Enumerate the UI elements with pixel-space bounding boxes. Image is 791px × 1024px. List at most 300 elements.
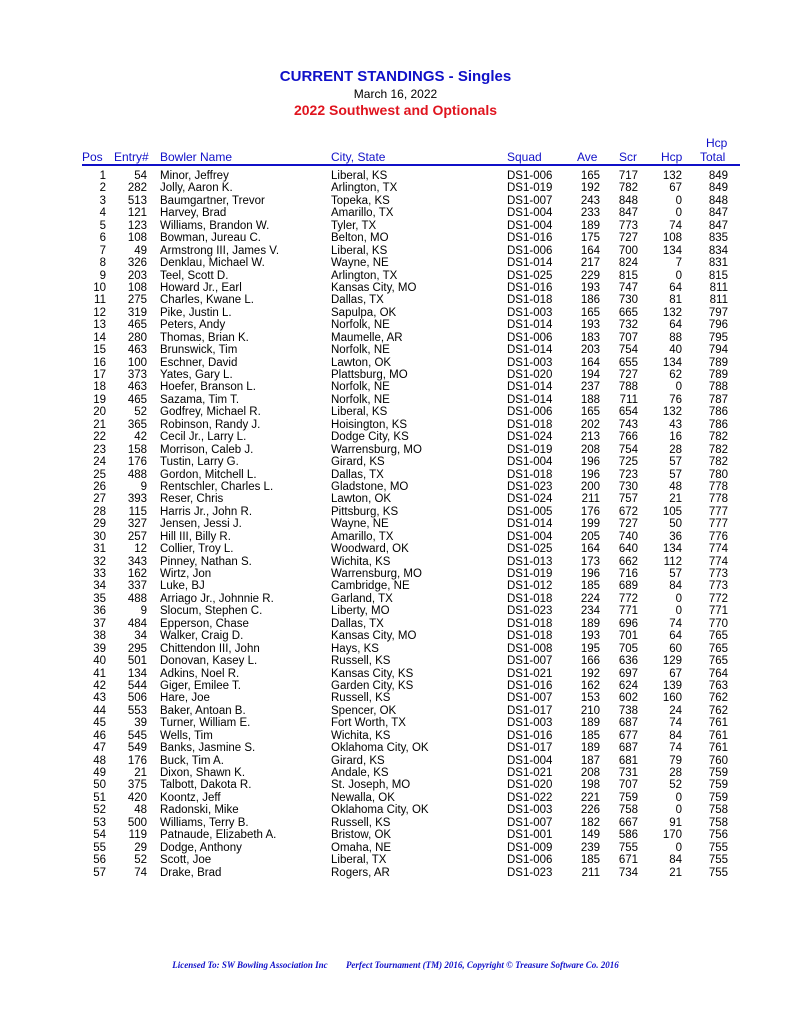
hcp-total-cell: 849 <box>708 182 728 195</box>
table-row <box>0 792 791 804</box>
squad-cell: DS1-016 <box>507 679 553 692</box>
hcp-cell: 132 <box>662 170 682 182</box>
table-row <box>0 531 791 543</box>
squad-cell: DS1-007 <box>507 692 553 705</box>
scr-cell: 771 <box>618 605 638 618</box>
bowler-name-cell: Eschner, David <box>160 356 238 369</box>
scr-cell: 677 <box>618 729 638 742</box>
table-row <box>0 319 791 331</box>
ave-cell: 213 <box>580 431 600 444</box>
scr-cell: 654 <box>618 406 638 419</box>
scr-cell: 747 <box>618 281 638 294</box>
entry-cell: 275 <box>127 294 147 307</box>
squad-cell: DS1-020 <box>507 779 553 792</box>
city-state-cell: Cambridge, NE <box>331 580 410 593</box>
scr-cell: 723 <box>618 468 638 481</box>
city-state-cell: Liberal, KS <box>331 244 388 257</box>
entry-cell: 337 <box>127 580 147 593</box>
table-row <box>0 655 791 667</box>
squad-cell: DS1-014 <box>507 381 553 394</box>
pos-cell: 23 <box>93 443 106 456</box>
city-state-cell: Wichita, KS <box>331 729 391 742</box>
hcp-total-cell: 759 <box>708 767 728 779</box>
ave-cell: 233 <box>580 207 600 220</box>
header-squad: Squad <box>507 150 542 164</box>
table-row <box>0 182 791 194</box>
city-state-cell: Liberal, KS <box>331 406 388 419</box>
table-row <box>0 605 791 617</box>
squad-cell: DS1-014 <box>507 393 553 406</box>
ave-cell: 193 <box>580 630 600 643</box>
bowler-name-cell: Giger, Emilee T. <box>160 679 241 692</box>
city-state-cell: Bristow, OK <box>331 829 392 842</box>
ave-cell: 237 <box>580 381 600 394</box>
hcp-total-cell: 847 <box>708 219 728 232</box>
scr-cell: 681 <box>618 754 638 767</box>
ave-cell: 195 <box>580 642 600 655</box>
pos-cell: 11 <box>94 294 106 307</box>
hcp-cell: 129 <box>662 655 682 668</box>
pos-cell: 28 <box>93 505 106 518</box>
footer <box>0 960 791 970</box>
ave-cell: 193 <box>580 319 600 332</box>
table-row <box>0 170 791 182</box>
entry-cell: 158 <box>127 443 147 456</box>
city-state-cell: Liberal, KS <box>331 170 388 182</box>
bowler-name-cell: Rentschler, Charles L. <box>160 480 274 493</box>
bowler-name-cell: Luke, BJ <box>160 580 205 593</box>
city-state-cell: Tyler, TX <box>331 219 377 232</box>
ave-cell: 164 <box>580 356 600 369</box>
scr-cell: 671 <box>618 854 638 867</box>
entry-cell: 42 <box>134 431 147 444</box>
hcp-cell: 40 <box>669 344 682 357</box>
table-row <box>0 257 791 269</box>
ave-cell: 205 <box>580 530 600 543</box>
scr-cell: 740 <box>618 530 638 543</box>
pos-cell: 34 <box>93 580 106 593</box>
pos-cell: 24 <box>93 456 106 469</box>
hcp-cell: 28 <box>669 767 682 779</box>
scr-cell: 700 <box>618 244 638 257</box>
hcp-total-cell: 758 <box>708 816 728 829</box>
table-row <box>0 543 791 555</box>
header-hcp-total-top: Hcp <box>706 136 728 150</box>
scr-cell: 758 <box>618 804 638 817</box>
city-state-cell: Russell, KS <box>331 692 391 705</box>
city-state-cell: Omaha, NE <box>331 841 392 854</box>
city-state-cell: Russell, KS <box>331 655 391 668</box>
hcp-cell: 67 <box>669 182 682 195</box>
squad-cell: DS1-014 <box>507 518 553 531</box>
squad-cell: DS1-004 <box>507 207 553 220</box>
pos-cell: 14 <box>93 331 106 344</box>
entry-cell: 115 <box>128 505 147 518</box>
squad-cell: DS1-007 <box>507 816 553 829</box>
hcp-cell: 108 <box>662 232 682 245</box>
bowler-name-cell: Donovan, Kasey L. <box>160 655 258 668</box>
squad-cell: DS1-019 <box>507 568 553 580</box>
squad-cell: DS1-004 <box>507 219 553 232</box>
table-row <box>0 692 791 704</box>
pos-cell: 52 <box>93 804 106 817</box>
city-state-cell: Amarillo, TX <box>331 530 394 543</box>
table-row <box>0 643 791 655</box>
squad-cell: DS1-025 <box>507 269 553 282</box>
pos-cell: 25 <box>93 468 106 481</box>
hcp-cell: 24 <box>669 704 682 717</box>
pos-cell: 33 <box>93 568 106 580</box>
ave-cell: 199 <box>580 518 600 531</box>
hcp-cell: 57 <box>669 468 682 481</box>
bowler-name-cell: Hill III, Billy R. <box>160 530 231 543</box>
bowler-name-cell: Harris Jr., John R. <box>160 505 253 518</box>
table-row <box>0 481 791 493</box>
table-row <box>0 469 791 481</box>
city-state-cell: Hays, KS <box>331 642 379 655</box>
pos-cell: 37 <box>93 617 106 630</box>
table-row <box>0 270 791 282</box>
squad-cell: DS1-012 <box>507 580 553 593</box>
bowler-name-cell: Godfrey, Michael R. <box>160 406 261 419</box>
table-row <box>0 207 791 219</box>
table-row <box>0 232 791 244</box>
pos-cell: 16 <box>93 356 106 369</box>
table-row <box>0 568 791 580</box>
pos-cell: 9 <box>99 269 106 282</box>
hcp-cell: 21 <box>669 866 682 879</box>
bowler-name-cell: Reser, Chris <box>160 493 224 506</box>
bowler-name-cell: Slocum, Stephen C. <box>160 605 263 618</box>
hcp-total-cell: 780 <box>708 468 728 481</box>
ave-cell: 196 <box>580 456 600 469</box>
entry-cell: 12 <box>134 543 147 556</box>
pos-cell: 7 <box>99 244 106 257</box>
hcp-cell: 43 <box>669 418 682 431</box>
scr-cell: 788 <box>618 381 638 394</box>
squad-cell: DS1-025 <box>507 543 553 556</box>
bowler-name-cell: Buck, Tim A. <box>160 754 224 767</box>
scr-cell: 662 <box>618 555 638 568</box>
entry-cell: 9 <box>140 480 147 493</box>
ave-cell: 162 <box>580 679 600 692</box>
hcp-cell: 88 <box>669 331 682 344</box>
bowler-name-cell: Robinson, Randy J. <box>160 418 261 431</box>
bowler-name-cell: Charles, Kwane L. <box>160 294 254 307</box>
bowler-name-cell: Tustin, Larry G. <box>160 456 239 469</box>
bowler-name-cell: Koontz, Jeff <box>160 791 221 804</box>
pos-cell: 6 <box>99 232 106 245</box>
scr-cell: 734 <box>618 866 638 879</box>
squad-cell: DS1-023 <box>507 866 553 879</box>
table-row <box>0 680 791 692</box>
city-state-cell: Wayne, NE <box>331 518 389 531</box>
city-state-cell: Girard, KS <box>331 754 385 767</box>
entry-cell: 549 <box>127 742 147 755</box>
scr-cell: 655 <box>618 356 638 369</box>
ave-cell: 210 <box>580 704 600 717</box>
scr-cell: 707 <box>618 779 638 792</box>
city-state-cell: Norfolk, NE <box>331 381 390 394</box>
bowler-name-cell: Jensen, Jessi J. <box>160 518 242 531</box>
hcp-total-cell: 774 <box>708 543 728 556</box>
table-row <box>0 282 791 294</box>
hcp-total-cell: 755 <box>708 841 728 854</box>
scr-cell: 687 <box>618 742 638 755</box>
hcp-total-cell: 796 <box>708 319 728 332</box>
squad-cell: DS1-006 <box>507 854 553 867</box>
entry-cell: 49 <box>134 244 147 257</box>
city-state-cell: Norfolk, NE <box>331 319 390 332</box>
entry-cell: 52 <box>134 854 147 867</box>
scr-cell: 743 <box>618 418 638 431</box>
hcp-total-cell: 777 <box>708 518 728 531</box>
pos-cell: 32 <box>93 555 106 568</box>
city-state-cell: Kansas City, MO <box>331 281 417 294</box>
entry-cell: 484 <box>127 617 147 630</box>
bowler-name-cell: Radonski, Mike <box>160 804 239 817</box>
pos-cell: 5 <box>99 219 106 232</box>
city-state-cell: Belton, MO <box>331 232 389 245</box>
hcp-cell: 74 <box>669 617 682 630</box>
table-row <box>0 854 791 866</box>
squad-cell: DS1-021 <box>507 667 553 680</box>
hcp-cell: 134 <box>662 356 682 369</box>
entry-cell: 108 <box>127 232 147 245</box>
entry-cell: 463 <box>127 344 147 357</box>
bowler-name-cell: Brunswick, Tim <box>160 344 238 357</box>
entry-cell: 121 <box>127 207 147 220</box>
pos-cell: 49 <box>93 767 106 779</box>
ave-cell: 203 <box>580 344 600 357</box>
city-state-cell: Amarillo, TX <box>331 207 394 220</box>
entry-cell: 48 <box>134 804 147 817</box>
city-state-cell: Pittsburg, KS <box>331 505 399 518</box>
scr-cell: 667 <box>618 816 638 829</box>
hcp-total-cell: 777 <box>708 505 728 518</box>
city-state-cell: Oklahoma City, OK <box>331 742 429 755</box>
table-row <box>0 593 791 605</box>
bowler-name-cell: Collier, Troy L. <box>160 543 234 556</box>
city-state-cell: Lawton, OK <box>331 356 392 369</box>
scr-cell: 732 <box>618 319 638 332</box>
pos-cell: 19 <box>93 393 106 406</box>
hcp-cell: 67 <box>669 667 682 680</box>
scr-cell: 640 <box>618 543 638 556</box>
table-row <box>0 779 791 791</box>
hcp-total-cell: 831 <box>708 257 728 270</box>
scr-cell: 755 <box>618 841 638 854</box>
table-row <box>0 556 791 568</box>
entry-cell: 34 <box>134 630 147 643</box>
bowler-name-cell: Yates, Gary L. <box>160 369 233 381</box>
hcp-cell: 74 <box>669 742 682 755</box>
bowler-name-cell: Williams, Brandon W. <box>160 219 270 232</box>
report-date: March 16, 2022 <box>353 87 438 101</box>
bowler-name-cell: Cecil Jr., Larry L. <box>160 431 247 444</box>
scr-cell: 730 <box>618 480 638 493</box>
bowler-name-cell: Epperson, Chase <box>160 617 249 630</box>
squad-cell: DS1-021 <box>507 767 553 779</box>
scr-cell: 815 <box>618 269 638 282</box>
ave-cell: 185 <box>580 580 600 593</box>
pos-cell: 17 <box>93 369 106 381</box>
squad-cell: DS1-017 <box>507 742 553 755</box>
pos-cell: 22 <box>93 431 106 444</box>
bowler-name-cell: Chittendon III, John <box>160 642 260 655</box>
entry-cell: 134 <box>127 667 147 680</box>
ave-cell: 186 <box>580 294 600 307</box>
squad-cell: DS1-009 <box>507 841 553 854</box>
squad-cell: DS1-008 <box>507 642 553 655</box>
scr-cell: 782 <box>618 182 638 195</box>
hcp-cell: 62 <box>669 369 682 381</box>
hcp-cell: 91 <box>669 816 682 829</box>
hcp-cell: 57 <box>669 456 682 469</box>
entry-cell: 373 <box>127 369 147 381</box>
ave-cell: 192 <box>580 182 600 195</box>
hcp-cell: 132 <box>662 306 682 319</box>
squad-cell: DS1-001 <box>507 829 553 842</box>
bowler-name-cell: Hare, Joe <box>160 692 210 705</box>
ave-cell: 149 <box>580 829 600 842</box>
scr-cell: 766 <box>618 431 638 444</box>
entry-cell: 74 <box>134 866 147 879</box>
hcp-total-cell: 834 <box>708 244 728 257</box>
entry-cell: 501 <box>127 655 147 668</box>
hcp-total-cell: 765 <box>708 630 728 643</box>
ave-cell: 243 <box>580 194 600 207</box>
squad-cell: DS1-018 <box>507 630 553 643</box>
squad-cell: DS1-007 <box>507 655 553 668</box>
hcp-cell: 81 <box>669 294 682 307</box>
pos-cell: 2 <box>99 182 106 195</box>
bowler-name-cell: Armstrong III, James V. <box>160 244 280 257</box>
squad-cell: DS1-003 <box>507 356 553 369</box>
hcp-cell: 0 <box>675 592 682 605</box>
hcp-cell: 134 <box>662 244 682 257</box>
scr-cell: 773 <box>618 219 638 232</box>
city-state-cell: Warrensburg, MO <box>331 443 422 456</box>
entry-cell: 203 <box>127 269 147 282</box>
pos-cell: 36 <box>93 605 106 618</box>
scr-cell: 727 <box>618 518 638 531</box>
table-row <box>0 307 791 319</box>
hcp-total-cell: 794 <box>708 344 728 357</box>
squad-cell: DS1-020 <box>507 369 553 381</box>
squad-cell: DS1-018 <box>507 617 553 630</box>
city-state-cell: Kansas City, KS <box>331 667 414 680</box>
ave-cell: 189 <box>580 617 600 630</box>
hcp-cell: 28 <box>669 443 682 456</box>
ave-cell: 217 <box>580 257 600 270</box>
bowler-name-cell: Pike, Justin L. <box>160 306 232 319</box>
pos-cell: 35 <box>93 592 106 605</box>
squad-cell: DS1-016 <box>507 729 553 742</box>
pos-cell: 57 <box>93 866 106 879</box>
hcp-total-cell: 848 <box>708 194 728 207</box>
squad-cell: DS1-022 <box>507 791 553 804</box>
city-state-cell: Sapulpa, OK <box>331 306 397 319</box>
city-state-cell: St. Joseph, MO <box>331 779 411 792</box>
hcp-cell: 60 <box>669 642 682 655</box>
hcp-total-cell: 758 <box>708 804 728 817</box>
pos-cell: 50 <box>93 779 106 792</box>
hcp-total-cell: 786 <box>708 418 728 431</box>
table-row <box>0 444 791 456</box>
squad-cell: DS1-014 <box>507 344 553 357</box>
header-pos: Pos <box>82 150 103 164</box>
city-state-cell: Girard, KS <box>331 456 385 469</box>
hcp-total-cell: 773 <box>708 568 728 580</box>
table-row <box>0 294 791 306</box>
city-state-cell: Norfolk, NE <box>331 344 390 357</box>
ave-cell: 208 <box>580 443 600 456</box>
city-state-cell: Fort Worth, TX <box>331 717 406 730</box>
table-row <box>0 618 791 630</box>
header-ave: Ave <box>577 150 598 164</box>
pos-cell: 46 <box>93 729 106 742</box>
hcp-total-cell: 764 <box>708 667 728 680</box>
hcp-cell: 7 <box>675 257 682 270</box>
entry-cell: 119 <box>128 829 147 842</box>
ave-cell: 164 <box>580 244 600 257</box>
header-city-state: City, State <box>331 150 386 164</box>
city-state-cell: Woodward, OK <box>331 543 409 556</box>
hcp-total-cell: 770 <box>708 617 728 630</box>
table-row <box>0 867 791 879</box>
squad-cell: DS1-019 <box>507 443 553 456</box>
hcp-cell: 64 <box>669 630 682 643</box>
squad-cell: DS1-014 <box>507 319 553 332</box>
hcp-total-cell: 761 <box>708 729 728 742</box>
ave-cell: 208 <box>580 767 600 779</box>
city-state-cell: Oklahoma City, OK <box>331 804 429 817</box>
scr-cell: 707 <box>618 331 638 344</box>
entry-cell: 29 <box>134 841 147 854</box>
scr-cell: 672 <box>618 505 638 518</box>
bowler-name-cell: Denklau, Michael W. <box>160 257 265 270</box>
hcp-cell: 64 <box>669 281 682 294</box>
license-text: Licensed To: SW Bowling Association Inc <box>172 960 328 970</box>
bowler-name-cell: Baker, Antoan B. <box>160 704 246 717</box>
entry-cell: 176 <box>127 456 147 469</box>
bowler-name-cell: Adkins, Noel R. <box>160 667 240 680</box>
entry-cell: 54 <box>134 170 147 182</box>
entry-cell: 108 <box>127 281 147 294</box>
ave-cell: 165 <box>580 170 600 182</box>
pos-cell: 8 <box>99 257 106 270</box>
table-row <box>0 195 791 207</box>
ave-cell: 211 <box>581 493 600 506</box>
hcp-total-cell: 835 <box>708 232 728 245</box>
squad-cell: DS1-017 <box>507 704 553 717</box>
standings-table <box>0 170 791 879</box>
pos-cell: 1 <box>99 170 106 182</box>
table-row <box>0 817 791 829</box>
hcp-cell: 74 <box>669 219 682 232</box>
entry-cell: 52 <box>134 406 147 419</box>
ave-cell: 164 <box>580 543 600 556</box>
hcp-cell: 50 <box>669 518 682 531</box>
hcp-total-cell: 789 <box>708 356 728 369</box>
table-row <box>0 755 791 767</box>
entry-cell: 21 <box>134 767 147 779</box>
hcp-total-cell: 765 <box>708 642 728 655</box>
city-state-cell: Dallas, TX <box>331 294 384 307</box>
scr-cell: 636 <box>618 655 638 668</box>
scr-cell: 705 <box>618 642 638 655</box>
